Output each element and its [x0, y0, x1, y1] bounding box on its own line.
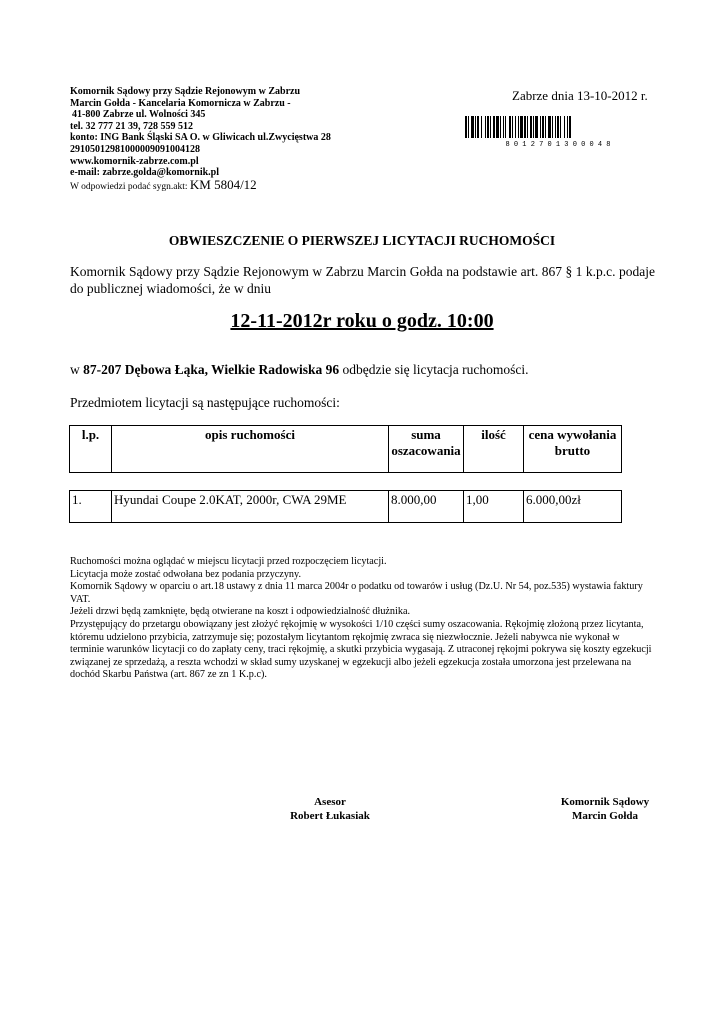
signature-role: Komornik Sądowy: [560, 796, 650, 808]
cell-lp: 1.: [70, 491, 112, 523]
header-line: Komornik Sądowy przy Sądzie Rejonowym w Zabrzu: [70, 86, 301, 97]
cell-quantity: 1,00: [464, 491, 524, 523]
header-description: opis ruchomości: [112, 426, 389, 473]
header-lp: l.p.: [70, 426, 112, 473]
auction-datetime: 12-11-2012r roku o godz. 10:00: [230, 310, 494, 332]
location-address: 87-207 Dębowa Łąka, Wielkie Radowiska 96: [83, 362, 340, 377]
note-paragraph: Przystępujący do przetargu obowiązany jest złożyć rękojmię w wysokości 1/10 części sumy oszacowania. Rękojmię złożoną przez licytanta, któremu udzielono przybicia, zatrzymuje się; pozostałym licytantom rękojmię zwraca się niezwłocznie. Jeżeli nabywca nie wykonał w terminie warunków licytacji co do zapłaty ceny, traci rękojmię, a skutki przybicia wygasają. Z utraconej rękojmi pokrywa się koszty egzekucji związanej ze sprzedażą, a reszta wchodzi w skład sumy uzyskanej w egzekucji albo jeżeli egzekucja została umorzona jest przelewana na dochód Skarbu Państwa (art. 867 ze zn 1 K.p.c).: [70, 618, 652, 681]
case-reference-value: KM 5804/12: [189, 176, 257, 192]
auction-location: [70, 362, 528, 378]
barcode-digits: 8 0 1 2 7 0 1 3 0 0 0 4 8: [505, 141, 611, 148]
subject-line: Przedmiotem licytacji są następujące ruchomości:: [70, 395, 340, 410]
note-paragraph: Komornik Sądowy w oparciu o art.18 ustawy z dnia 11 marca 2004r o podatku od towarów i usług (Dz.U. Nr 54, poz.535) wystawia faktury VAT.: [70, 581, 643, 605]
barcode-graphic: [463, 116, 653, 148]
header-line: Marcin Gołda - Kancelaria Komornicza w Zabrzu -: [70, 97, 291, 109]
table-row: [70, 491, 622, 523]
cell-price: 6.000,00zł: [524, 491, 622, 523]
header-price: cena wywołania brutto: [524, 426, 622, 473]
note-paragraph: Ruchomości można oglądać w miejscu licytacji przed rozpoczęciem licytacji.: [70, 556, 387, 567]
items-table: [69, 490, 622, 523]
signature-name: Marcin Gołda: [571, 810, 639, 822]
header-estimate: suma oszacowania: [389, 426, 464, 473]
header-line: 29105012981000009091004128: [70, 143, 200, 155]
header-line: tel. 32 777 21 39, 728 559 512: [70, 120, 194, 132]
note-paragraph: Licytacja może zostać odwołana bez podania przyczyny.: [70, 568, 301, 580]
location-prefix: w: [70, 362, 84, 377]
header-quantity: ilość: [464, 426, 524, 473]
intro-paragraph: Komornik Sądowy przy Sądzie Rejonowym w Zabrzu Marcin Gołda na podstawie art. 867 § 1 k.p.c. podaje do publicznej wiadomości, że w dniu: [70, 264, 655, 296]
header-line: e-mail: zabrze.golda@komornik.pl: [70, 167, 220, 179]
header-line: 41-800 Zabrze ul. Wolności 345: [72, 109, 206, 121]
place-and-date: Zabrze dnia 13-10-2012 r.: [512, 88, 648, 103]
auction-notes: [70, 556, 655, 682]
items-table-header: [69, 425, 622, 473]
bailiff-header: [70, 86, 331, 193]
location-suffix: odbędzie się licytacja ruchomości.: [339, 362, 529, 377]
cell-description: Hyundai Coupe 2.0KAT, 2000r, CWA 29ME: [112, 491, 389, 523]
signature-name: Robert Łukasiak: [290, 810, 370, 822]
cell-estimate: 8.000,00: [389, 491, 464, 523]
case-reference: [70, 176, 331, 194]
case-reference-label: W odpowiedzi podać sygn.akt:: [70, 181, 188, 192]
header-line: konto: ING Bank Śląski SA O. w Gliwicach ul.Zwycięstwa 28: [70, 132, 331, 144]
signature-assessor: [230, 795, 430, 823]
signature-role: Asesor: [314, 796, 346, 808]
signature-bailiff: [520, 795, 690, 823]
note-paragraph: Jeżeli drzwi będą zamknięte, będą otwierane na koszt i odpowiedzialność dłużnika.: [70, 606, 411, 618]
document-title: OBWIESZCZENIE O PIERWSZEJ LICYTACJI RUCHOMOŚCI: [168, 233, 556, 248]
barcode: [463, 116, 653, 148]
header-line: www.komornik-zabrze.com.pl: [70, 155, 199, 167]
